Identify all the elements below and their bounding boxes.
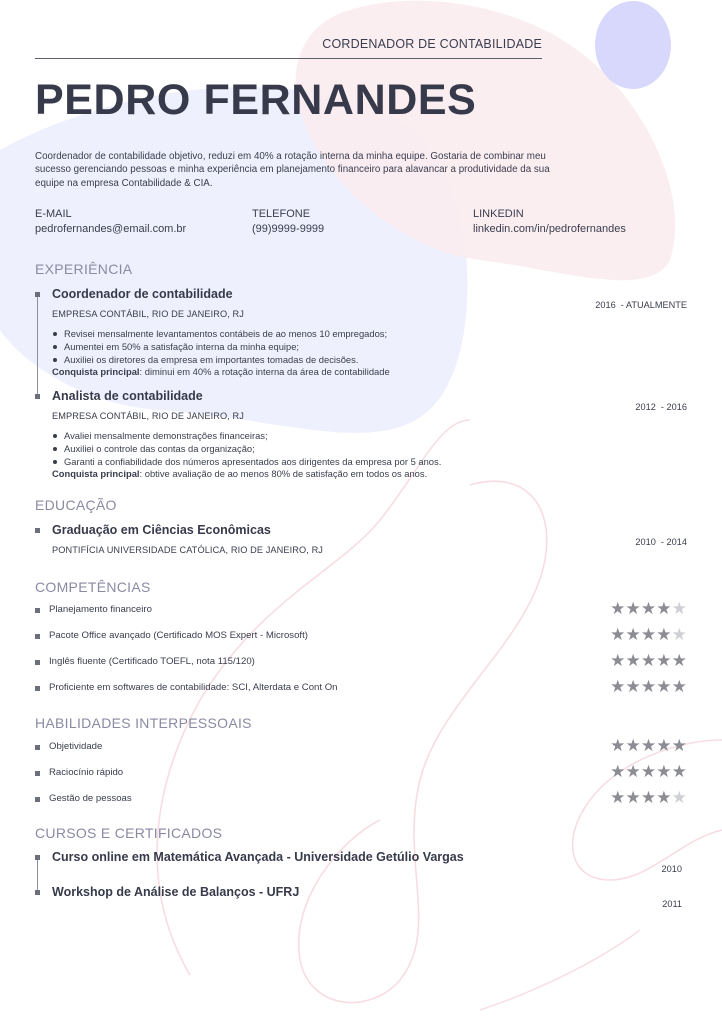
star-filled-icon: ★ [625, 762, 641, 782]
star-filled-icon: ★ [625, 788, 641, 808]
experience-role: Analista de contabilidade [52, 389, 203, 403]
star-filled-icon: ★ [610, 736, 626, 756]
skill-row [35, 625, 687, 645]
skill-rating [610, 626, 687, 644]
star-filled-icon: ★ [625, 736, 641, 756]
experience-bullets [52, 429, 441, 468]
skill-label: Pacote Office avançado (Certificado MOS Expert - Microsoft) [49, 630, 308, 641]
linkedin-label: LINKEDIN [473, 208, 524, 220]
education-heading: EDUCAÇÃO [35, 497, 117, 513]
skill-marker [35, 797, 40, 802]
courses-heading: CURSOS E CERTIFICADOS [35, 825, 223, 841]
skill-label: Raciocínio rápido [49, 767, 124, 778]
star-filled-icon: ★ [671, 762, 687, 782]
experience-company: EMPRESA CONTÁBIL, RIO DE JANEIRO, RJ [52, 309, 244, 319]
star-filled-icon: ★ [671, 736, 687, 756]
experience-company: EMPRESA CONTÁBIL, RIO DE JANEIRO, RJ [52, 411, 244, 421]
education-dates: 2010 - 2014 [635, 537, 687, 547]
star-empty-icon: ★ [671, 625, 687, 645]
star-filled-icon: ★ [610, 677, 626, 697]
experience-dates: 2016 - ATUALMENTE [595, 300, 687, 310]
star-filled-icon: ★ [656, 788, 672, 808]
email-value[interactable]: pedrofernandes@email.com.br [35, 223, 187, 235]
skill-rating [610, 652, 687, 670]
experience-role: Coordenador de contabilidade [52, 287, 233, 301]
course-marker [35, 855, 40, 860]
experience-marker [35, 394, 40, 399]
star-filled-icon: ★ [640, 651, 657, 671]
star-filled-icon: ★ [610, 625, 626, 645]
courses-timeline [37, 857, 38, 892]
star-empty-icon: ★ [671, 788, 687, 808]
skill-row [35, 599, 687, 619]
bullet-item: Auxiliei os diretores da empresa em importantes tomadas de decisões. [52, 353, 387, 366]
achievement-text: : obtive avaliação de ao menos 80% de satisfação em todos os anos. [139, 468, 428, 479]
experience-achievement [52, 468, 427, 479]
star-filled-icon: ★ [656, 677, 672, 697]
experience-marker [35, 292, 40, 297]
experience-dates: 2012 - 2016 [635, 402, 687, 412]
skill-rating [610, 763, 687, 781]
skill-rating [610, 678, 687, 696]
bullet-item: Avaliei mensalmente demonstrações financeiras; [52, 429, 441, 442]
soft-skill-row [35, 788, 687, 808]
star-filled-icon: ★ [610, 788, 626, 808]
bullet-item: Revisei mensalmente levantamentos contábeis de ao menos 10 empregados; [52, 327, 387, 340]
star-filled-icon: ★ [671, 651, 687, 671]
job-title: CORDENADOR DE CONTABILIDADE [322, 37, 542, 51]
soft-skills-heading: HABILIDADES INTERPESSOAIS [35, 715, 252, 731]
skill-rating [610, 789, 687, 807]
email-label: E-MAIL [35, 208, 72, 220]
course-name: Curso online em Matemática Avançada - Universidade Getúlio Vargas [52, 850, 464, 864]
achievement-text: : diminui em 40% a rotação interna da área de contabilidade [139, 366, 390, 377]
experience-achievement [52, 366, 390, 377]
skill-marker [35, 660, 40, 665]
skill-label: Gestão de pessoas [49, 793, 132, 804]
star-filled-icon: ★ [640, 736, 657, 756]
skill-marker [35, 686, 40, 691]
phone-label: TELEFONE [252, 208, 311, 220]
star-empty-icon: ★ [671, 599, 687, 619]
star-filled-icon: ★ [656, 762, 672, 782]
skill-label: Inglês fluente (Certificado TOEFL, nota 115/120) [49, 656, 255, 667]
course-year: 2011 [662, 899, 682, 909]
star-filled-icon: ★ [640, 625, 657, 645]
header-divider [35, 58, 542, 59]
star-filled-icon: ★ [610, 651, 626, 671]
star-filled-icon: ★ [625, 625, 641, 645]
bullet-item: Auxiliei o controle das contas da organização; [52, 442, 441, 455]
experience-bullets [52, 327, 387, 366]
star-filled-icon: ★ [625, 651, 641, 671]
skill-marker [35, 745, 40, 750]
skill-marker [35, 771, 40, 776]
contact-linkedin [473, 207, 626, 237]
star-filled-icon: ★ [671, 677, 687, 697]
skill-label: Objetividade [49, 741, 103, 752]
education-degree: Graduação em Ciências Econômicas [52, 523, 271, 537]
bullet-item: Aumentei em 50% a satisfação interna da minha equipe; [52, 340, 387, 353]
skill-marker [35, 608, 40, 613]
skill-rating [610, 600, 687, 618]
candidate-name: PEDRO FERNANDES [35, 76, 477, 124]
skill-label: Planejamento financeiro [49, 604, 152, 615]
skill-row [35, 677, 687, 697]
course-name: Workshop de Análise de Balanços - UFRJ [52, 885, 300, 899]
soft-skill-row [35, 736, 687, 756]
star-filled-icon: ★ [610, 599, 626, 619]
skill-label: Proficiente em softwares de contabilidade: SCI, Alterdata e Cont On [49, 682, 338, 693]
star-filled-icon: ★ [656, 599, 672, 619]
soft-skill-row [35, 762, 687, 782]
star-filled-icon: ★ [625, 677, 641, 697]
star-filled-icon: ★ [610, 762, 626, 782]
education-school: PONTIFÍCIA UNIVERSIDADE CATÓLICA, RIO DE JANEIRO, RJ [52, 545, 323, 555]
contact-phone [252, 207, 324, 237]
star-filled-icon: ★ [656, 736, 672, 756]
course-year: 2010 [661, 864, 682, 874]
skill-rating [610, 737, 687, 755]
contact-email [35, 207, 186, 237]
star-filled-icon: ★ [640, 677, 657, 697]
star-filled-icon: ★ [656, 651, 672, 671]
star-filled-icon: ★ [625, 599, 641, 619]
skills-heading: COMPETÊNCIAS [35, 579, 151, 595]
star-filled-icon: ★ [640, 788, 657, 808]
education-marker [35, 528, 40, 533]
star-filled-icon: ★ [640, 599, 657, 619]
experience-timeline [37, 295, 38, 397]
course-marker [35, 890, 40, 895]
experience-heading: EXPERIÊNCIA [35, 261, 133, 277]
linkedin-value[interactable]: linkedin.com/in/pedrofernandes [473, 223, 626, 235]
skill-row [35, 651, 687, 671]
professional-summary: Coordenador de contabilidade objetivo, reduzi em 40% a rotação interna da minha equipe. Gostaria de combinar meu sucesso gerenciando pessoas e minha experiência em planejamento financeiro para alavancar a produtividade da sua equipe na empresa Contabilidade & CIA. [35, 151, 550, 189]
achievement-label: Conquista principal [52, 468, 140, 479]
star-filled-icon: ★ [640, 762, 657, 782]
skill-marker [35, 634, 40, 639]
bullet-item: Garanti a confiabilidade dos números apresentados aos dirigentes da empresa por 5 anos. [52, 455, 441, 468]
achievement-label: Conquista principal [52, 366, 140, 377]
phone-value[interactable]: (99)9999-9999 [252, 223, 325, 235]
star-filled-icon: ★ [656, 625, 672, 645]
